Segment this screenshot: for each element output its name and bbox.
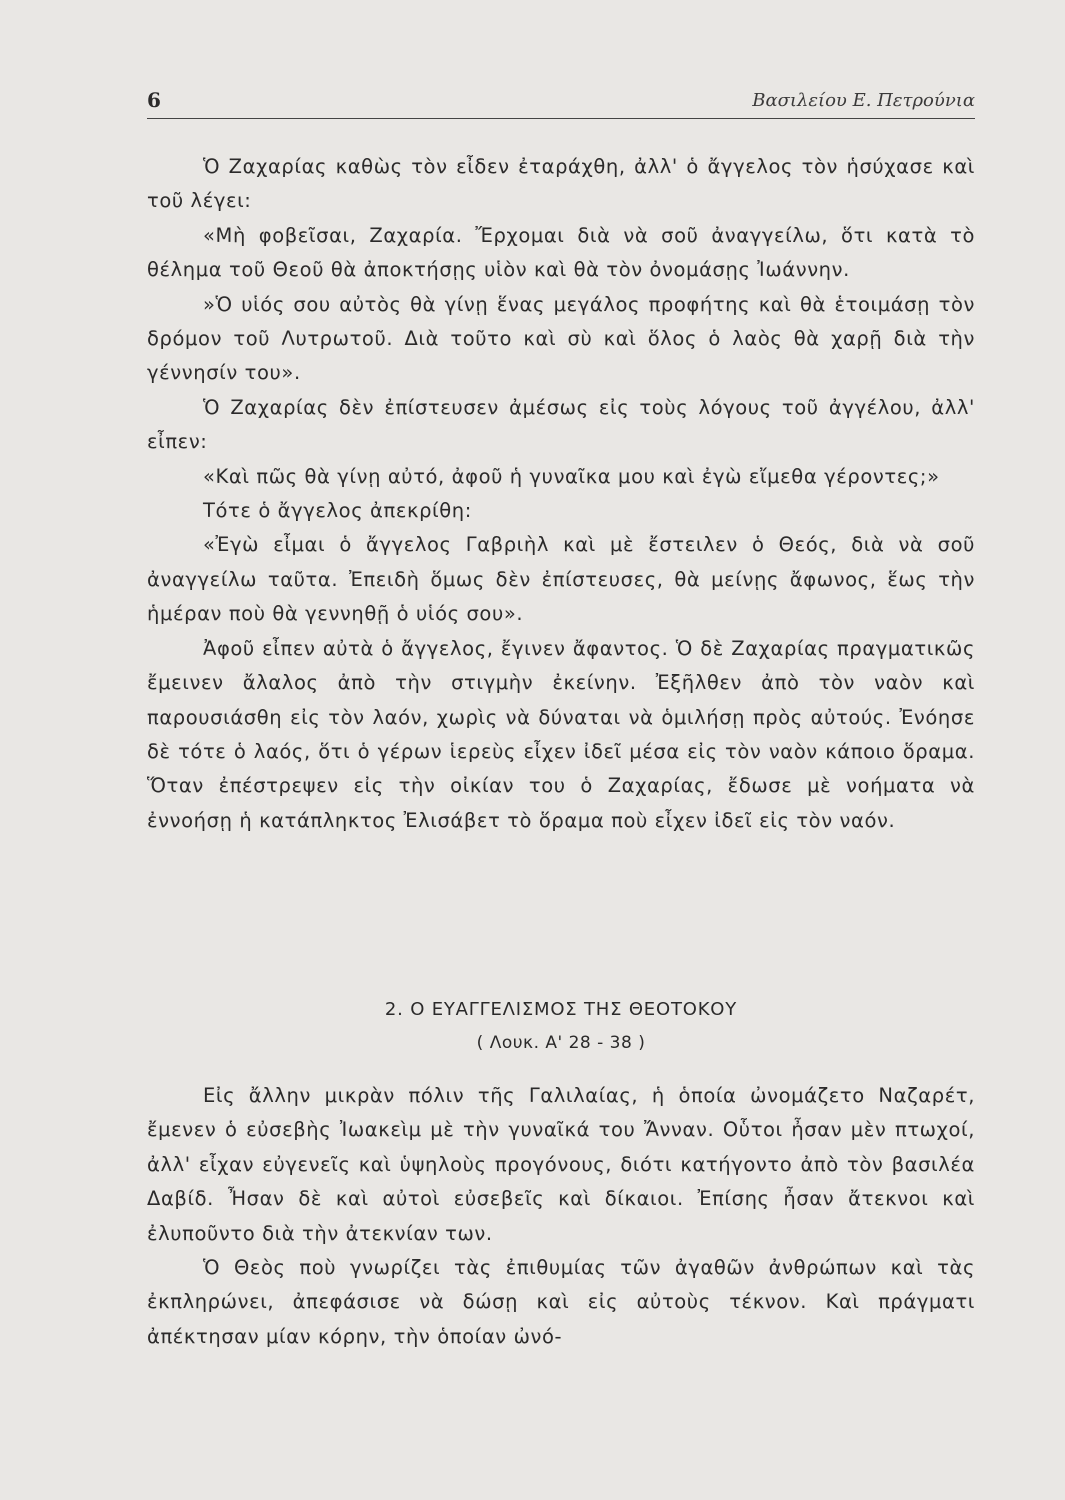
paragraph: Ὁ Ζαχαρίας καθὼς τὸν εἶδεν ἐταράχθη, ἀλλ' ὁ ἄγγελος τὸν ἡσύχασε καὶ τοῦ λέγει: bbox=[147, 155, 975, 213]
paragraph: «Μὴ φοβεῖσαι, Ζαχαρία. Ἔρχομαι διὰ νὰ σοῦ ἀναγγείλω, ὅτι κατὰ τὸ θέλημα τοῦ Θεοῦ θὰ ἀποκτήσῃς υἱὸν καὶ θὰ τὸν ὀνομάσῃς Ἰωάννην. bbox=[147, 223, 975, 282]
paragraph: Ἀφοῦ εἶπεν αὐτὰ ὁ ἄγγελος, ἔγινεν ἄφαντος. Ὁ δὲ Ζαχαρίας πραγματικῶς ἔμεινεν ἄλαλος ἀπὸ τὴν στιγμὴν ἐκείνην. Ἐξῆλθεν ἀπὸ τὸν ναὸν καὶ παρουσιάσθη εἰς τὸν λαόν, χωρὶς νὰ δύναται νὰ ὁμιλήσῃ πρὸς αὐτούς. Ἐνόησε δὲ τότε ὁ λαός, ὅτι ὁ γέρων ἱερεὺς εἶχεν ἰδεῖ μέσα εἰς τὸν ναὸν κάποιο ὅραμα. Ὅταν ἐπέστρεψεν εἰς τὴν οἰκίαν του ὁ Ζαχαρίας, ἔδωσε μὲ νοήματα νὰ ἐννοήσῃ ἡ κατάπληκτος Ἐλισάβετ τὸ ὅραμα ποὺ εἶχεν ἰδεῖ εἰς τὸν ναόν. bbox=[147, 636, 975, 832]
section-2-text bbox=[147, 1079, 975, 1354]
scripture-reference: ( Λουκ. Α' 28 - 38 ) bbox=[476, 1033, 646, 1053]
paragraph: »Ὁ υἱός σου αὐτὸς θὰ γίνῃ ἕνας μεγάλος προφήτης καὶ θὰ ἑτοιμάσῃ τὸν δρόμον τοῦ Λυτρωτοῦ. Διὰ τοῦτο καὶ σὺ καὶ ὅλος ὁ λαὸς θὰ χαρῇ διὰ τὴν γέννησίν του». bbox=[147, 292, 975, 385]
page-number: 6 bbox=[147, 88, 161, 112]
page-header bbox=[147, 88, 975, 119]
running-title: Βασιλείου Ε. Πετρούνια bbox=[752, 90, 975, 111]
paragraph: «Καὶ πῶς θὰ γίνῃ αὐτό, ἀφοῦ ἡ γυναῖκα μου καὶ ἐγὼ εἴμεθα γέροντες;» bbox=[203, 464, 940, 488]
section-1-text bbox=[147, 150, 975, 838]
section-heading: 2. Ο ΕΥΑΓΓΕΛΙΣΜΟΣ ΤΗΣ ΘΕΟΤΟΚΟΥ bbox=[384, 999, 738, 1020]
paragraph: Ὁ Θεὸς ποὺ γνωρίζει τὰς ἐπιθυμίας τῶν ἀγαθῶν ἀνθρώπων καὶ τὰς ἐκπληρώνει, ἀπεφάσισε νὰ δώσῃ καὶ εἰς αὐτοὺς τέκνον. Καὶ πράγματι ἀπέκτησαν μίαν κόρην, τὴν ὁποίαν ὠνό- bbox=[147, 1256, 975, 1348]
paragraph: «Ἐγὼ εἶμαι ὁ ἄγγελος Γαβριὴλ καὶ μὲ ἔστειλεν ὁ Θεός, διὰ νὰ σοῦ ἀναγγείλω ταῦτα. Ἐπειδὴ ὅμως δὲν ἐπίστευσες, θὰ μείνῃς ἄφωνος, ἕως τὴν ἡμέραν ποὺ θὰ γεννηθῇ ὁ υἱός σου». bbox=[147, 533, 975, 626]
paragraph: Ὁ Ζαχαρίας δὲν ἐπίστευσεν ἀμέσως εἰς τοὺς λόγους τοῦ ἀγγέλου, ἀλλ' εἶπεν: bbox=[147, 395, 975, 454]
paragraph: Εἰς ἄλλην μικρὰν πόλιν τῆς Γαλιλαίας, ἡ ὁποία ὠνομάζετο Ναζαρέτ, ἔμενεν ὁ εὐσεβὴς Ἰωακεὶμ μὲ τὴν γυναῖκά του Ἄνναν. Οὗτοι ἦσαν μὲν πτωχοί, ἀλλ' εἶχαν εὐγενεῖς καὶ ὑψηλοὺς προγόνους, διότι κατήγοντο ἀπὸ τὸν βασιλέα Δαβίδ. Ἦσαν δὲ καὶ αὐτοὶ εὐσεβεῖς καὶ δίκαιοι. Ἐπίσης ἦσαν ἄτεκνοι καὶ ἐλυποῦντο διὰ τὴν ἀτεκνίαν των. bbox=[147, 1084, 975, 1245]
paragraph: Τότε ὁ ἄγγελος ἀπεκρίθη: bbox=[203, 499, 472, 523]
